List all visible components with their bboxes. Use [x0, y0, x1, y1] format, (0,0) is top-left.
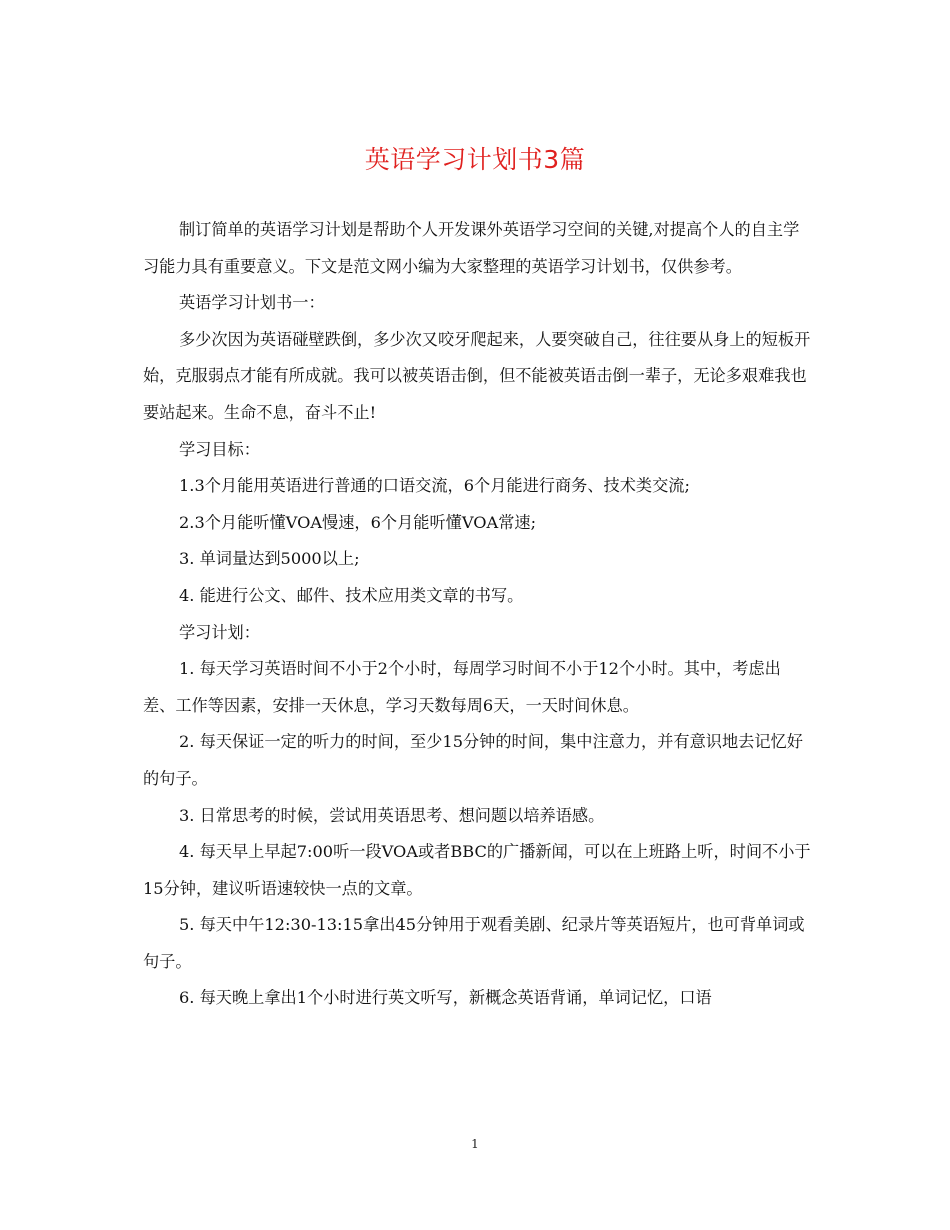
plan-item-6: 6. 每天晚上拿出1个小时进行英文听写，新概念英语背诵，单词记忆，口语: [179, 988, 712, 1008]
plan-item-4: 4. 每天早上早起7:00听一段VOA或者BBC的广播新闻，可以在上班路上听，时间不小于15分钟，建议听语速较快一点的文章。: [143, 842, 811, 898]
plan-item-1: 1. 每天学习英语时间不小于2个小时，每周学习时间不小于12个小时。其中，考虑出差、工作等因素，安排一天休息，学习天数每周6天，一天时间休息。: [143, 659, 781, 715]
plan-item-2: 2. 每天保证一定的听力的时间，至少15分钟的时间，集中注意力，并有意识地去记忆好的句子。: [143, 732, 803, 788]
paragraph-plan-heading: 学习计划：: [179, 622, 260, 642]
goal-item-3: 3. 单词量达到5000以上;: [179, 549, 360, 569]
paragraph-motivation: 多少次因为英语碰壁跌倒，多少次又咬牙爬起来，人要突破自己，往往要从身上的短板开始，克服弱点才能有所成就。我可以被英语击倒，但不能被英语击倒一辈子，无论多艰难我也要站起来。生命不息，奋斗不止!: [143, 329, 811, 422]
paragraph-section-heading: 英语学习计划书一：: [179, 293, 325, 313]
paragraph-goals-heading: 学习目标：: [179, 439, 260, 459]
document-body: [143, 212, 811, 1017]
goal-item-1: 1.3个月能用英语进行普通的口语交流，6个月能进行商务、技术类交流;: [179, 476, 690, 496]
goal-item-2: 2.3个月能听懂VOA慢速，6个月能听懂VOA常速;: [179, 512, 537, 532]
paragraph-intro: 制订简单的英语学习计划是帮助个人开发课外英语学习空间的关键,对提高个人的自主学习能力具有重要意义。下文是范文网小编为大家整理的英语学习计划书，仅供参考。: [143, 220, 800, 276]
plan-item-5: 5. 每天中午12:30-13:15拿出45分钟用于观看美剧、纪录片等英语短片，也可背单词或句子。: [143, 915, 805, 971]
goal-item-4: 4. 能进行公文、邮件、技术应用类文章的书写。: [179, 585, 524, 605]
page-number: 1: [471, 1137, 479, 1151]
plan-item-3: 3. 日常思考的时候，尝试用英语思考、想问题以培养语感。: [179, 805, 605, 825]
document-title: 英语学习计划书3篇: [364, 145, 586, 174]
